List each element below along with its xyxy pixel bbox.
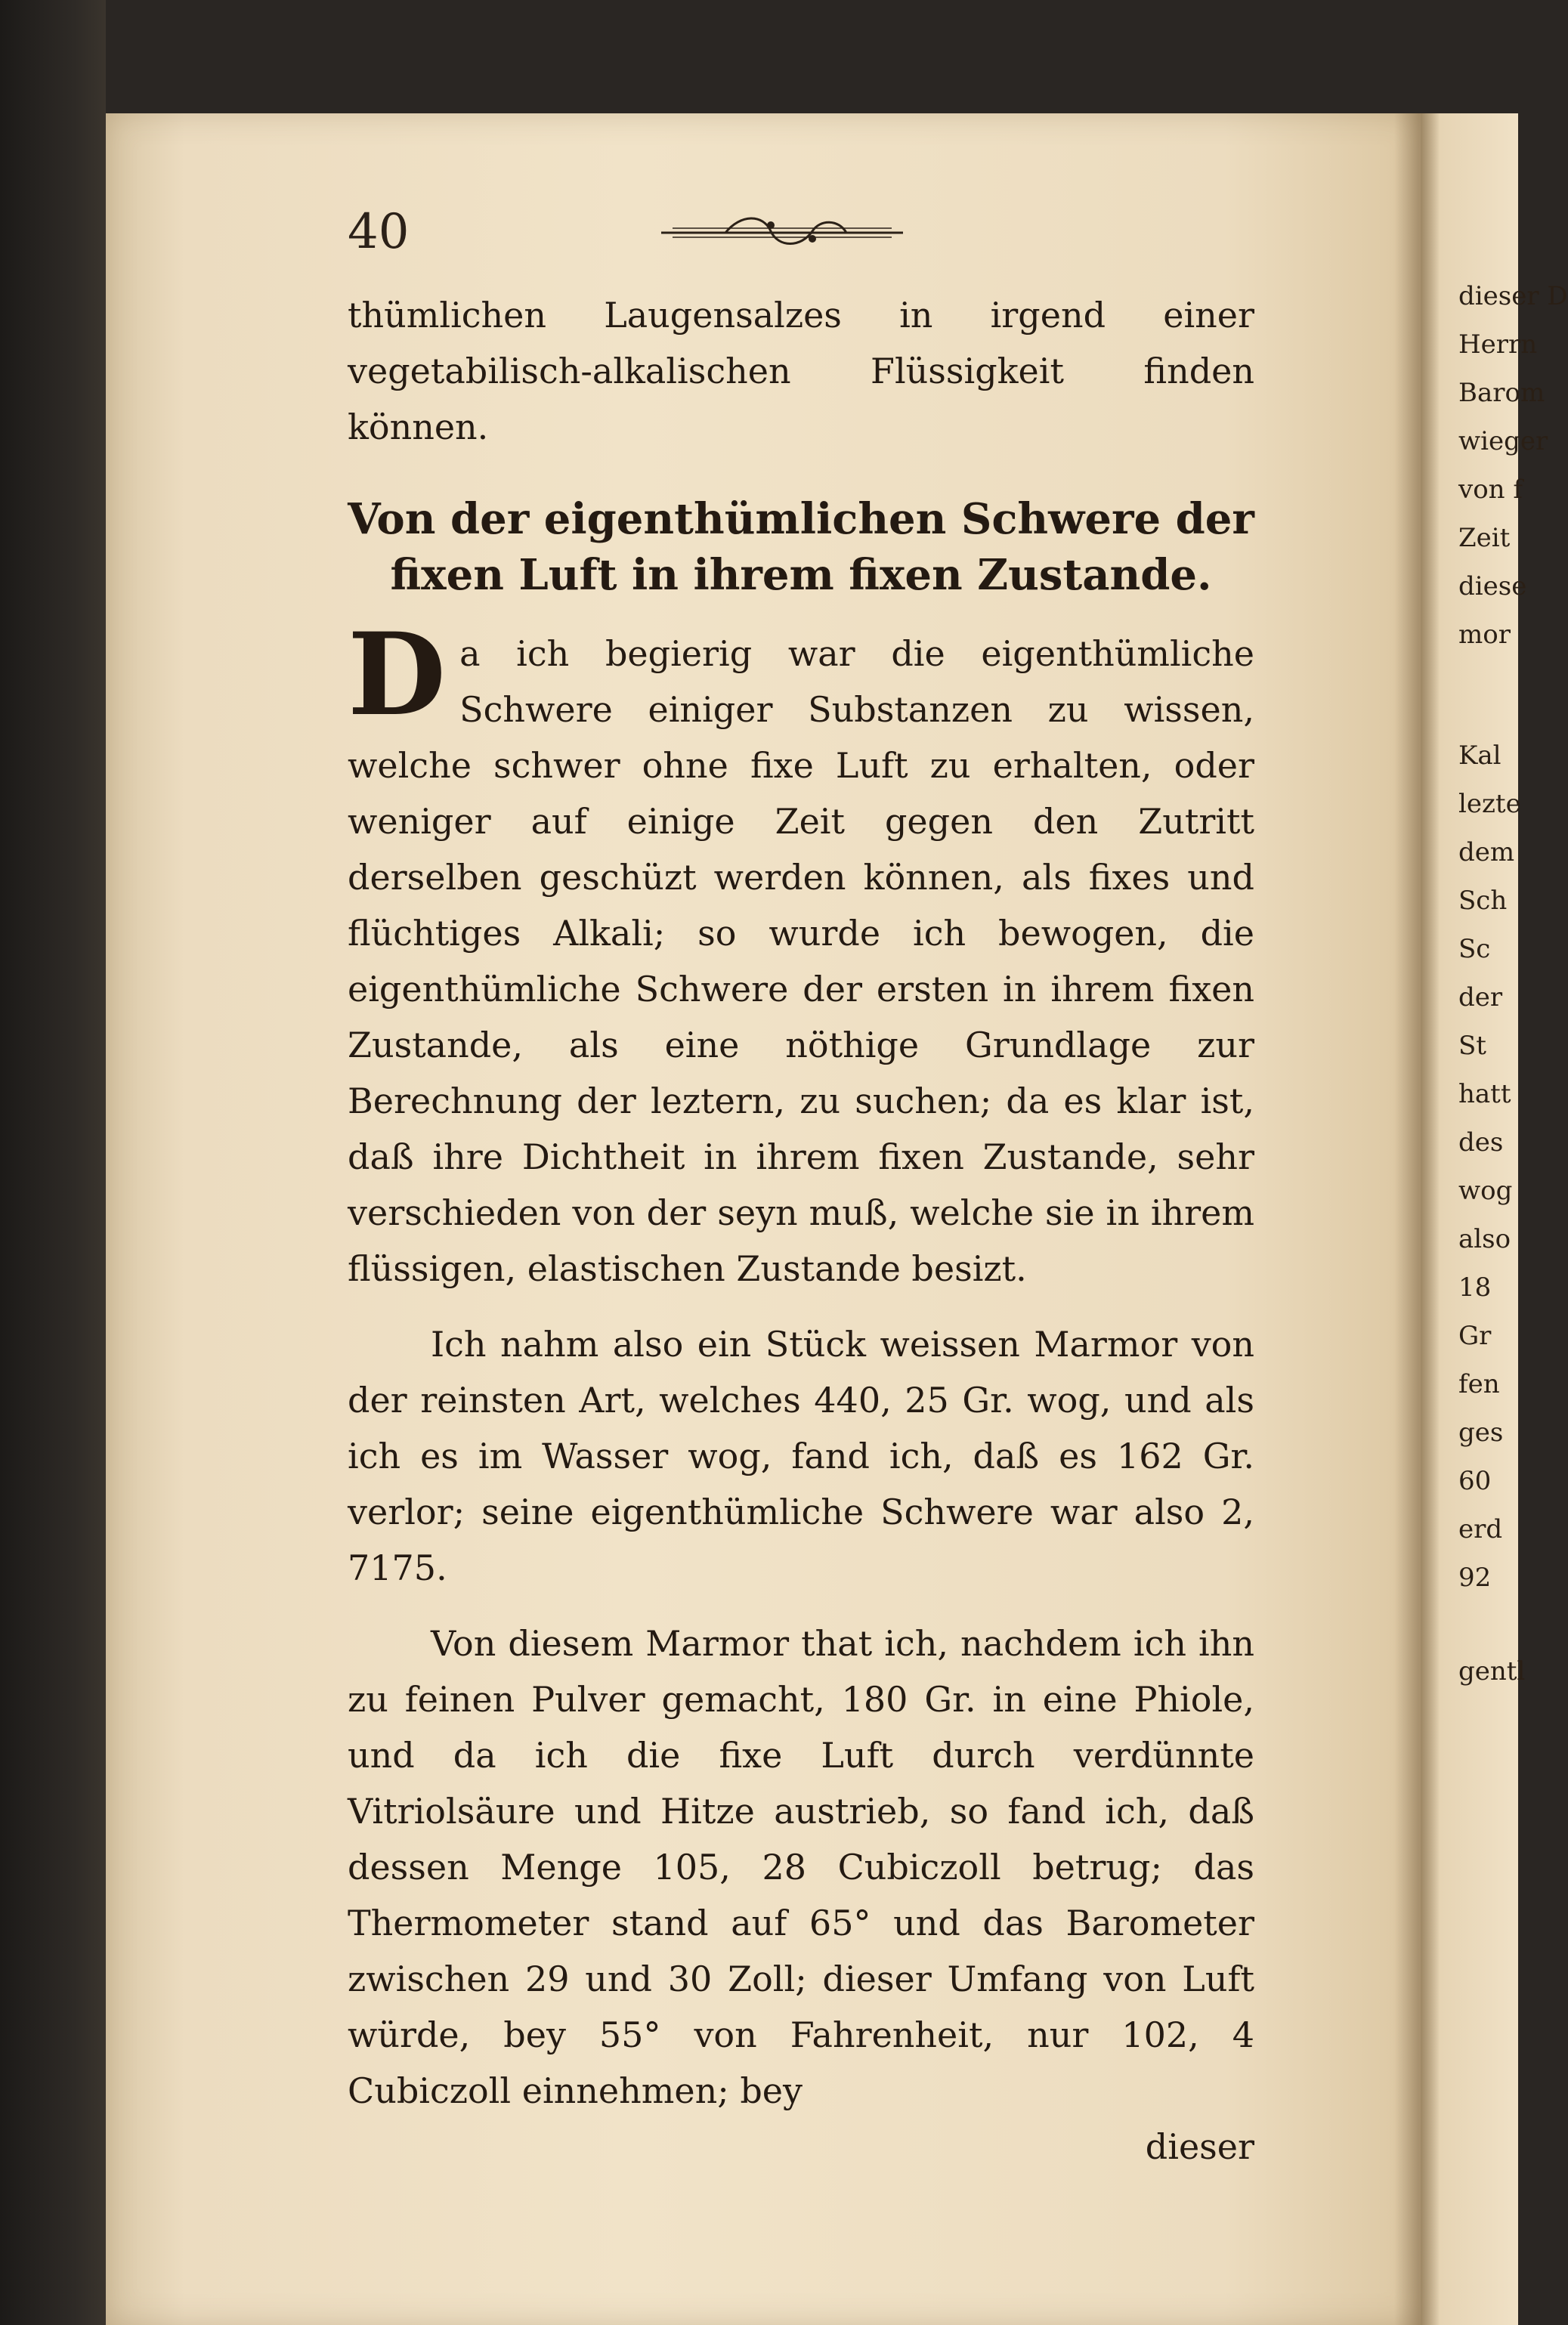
right-line: 18: [1458, 1272, 1492, 1303]
right-line: von f: [1458, 475, 1523, 505]
right-page-text: [1458, 272, 1568, 1696]
right-line: Kal: [1458, 740, 1502, 771]
right-line: wog: [1458, 1176, 1513, 1206]
right-line: diese: [1458, 571, 1527, 601]
book-gutter: [1394, 113, 1440, 2325]
right-line: gentl: [1458, 1656, 1526, 1687]
right-line: wieger: [1458, 426, 1548, 456]
right-line: mor: [1458, 620, 1511, 650]
paragraph-1-text: a ich begierig war die eigenthümliche Schwere einiger Substanzen zu wissen, welche schwer ohne fixe Luft zu erhalten, oder weniger auf einige Zeit gegen den Zutritt derselben geschüzt werden können, als fixes und flüchtiges Alkali; so wurde ich bewogen, die eigenthümliche Schwere der ersten in ihrem fixen Zustande, als eine nöthige Grundlage zur Berechnung der leztern, zu suchen; da es klar ist, daß ihre Dichtheit in ihrem fixen Zustande, sehr verschieden von der seyn muß, welche sie in ihrem flüssigen, elastischen Zustande besizt.: [348, 633, 1254, 1289]
paragraph-1: [348, 608, 1254, 1297]
page-header: [348, 204, 1254, 264]
right-line: Zeit: [1458, 523, 1511, 553]
right-line: dieser D: [1458, 281, 1568, 311]
intro-paragraph: thümlichen Laugensalzes in irgend einer vegetabilisch-alkalischen Flüssigkeit finden können.: [348, 295, 1254, 447]
right-line: 92: [1458, 1563, 1492, 1593]
paragraph-2: Ich nahm also ein Stück weissen Marmor von der reinsten Art, welches 440, 25 Gr. wog, und als ich es im Wasser wog, fand ich, daß es 162 Gr. verlor; seine eigenthümliche Schwere war also 2, 7175.: [348, 1324, 1254, 1588]
page-number: 40: [348, 204, 410, 260]
right-line: Herrn: [1458, 329, 1538, 360]
background-left: [0, 0, 106, 2325]
right-line: also: [1458, 1224, 1511, 1254]
right-line: Barom: [1458, 378, 1545, 408]
right-line: lezte: [1458, 789, 1521, 819]
right-line: der: [1458, 982, 1503, 1013]
right-line: Sch: [1458, 886, 1508, 916]
section-heading: Von der eigenthümlichen Schwere der fixen Luft in ihrem fixen Zustande.: [348, 494, 1254, 600]
paragraph-3: Von diesem Marmor that ich, nachdem ich ihn zu feinen Pulver gemacht, 180 Gr. in eine Phiole, und da ich die fixe Luft durch verdünnte Vitriolsäure und Hitze austrieb, so fand ich, daß dessen Menge 105, 28 Cubiczoll betrug; das Thermometer stand auf 65° und das Barometer zwischen 29 und 30 Zoll; dieser Umfang von Luft würde, bey 55° von Fahrenheit, nur 102, 4 Cubiczoll einnehmen; bey: [348, 1623, 1254, 2111]
right-line: 60: [1458, 1466, 1492, 1496]
drop-cap: D: [348, 608, 447, 741]
right-line: Sc: [1458, 934, 1491, 964]
right-line: ges: [1458, 1418, 1504, 1448]
ornamental-rule-icon: [657, 210, 907, 255]
right-line: erd: [1458, 1514, 1503, 1544]
right-line: St: [1458, 1031, 1486, 1061]
right-line: Gr: [1458, 1321, 1492, 1351]
catchword: dieser: [1145, 2126, 1254, 2167]
right-line: hatt: [1458, 1079, 1511, 1109]
right-line: des: [1458, 1127, 1504, 1158]
right-line: fen: [1458, 1369, 1500, 1399]
right-line: dem: [1458, 837, 1515, 867]
page-body: [348, 287, 1254, 2175]
